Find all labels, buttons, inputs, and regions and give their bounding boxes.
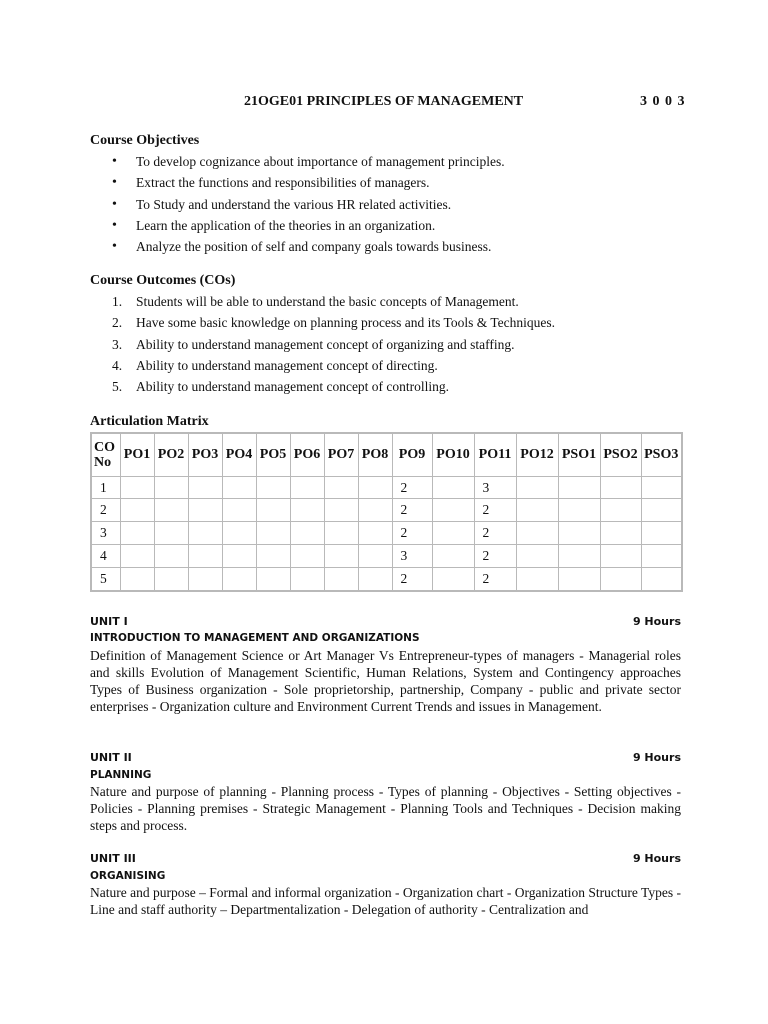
column-header: PO10: [432, 433, 474, 476]
matrix-header-row: [91, 433, 682, 476]
column-header: PO8: [358, 433, 392, 476]
unit-header: [90, 852, 681, 868]
unit-header: [90, 615, 681, 631]
outcomes-heading: Course Outcomes (COs): [90, 273, 236, 288]
po9-value: 2: [392, 476, 432, 499]
unit-hours: 9 Hours: [632, 751, 681, 764]
outcome-text: Students will be able to understand the basic concepts of Management.: [136, 294, 519, 309]
column-header: PSO2: [600, 433, 641, 476]
column-header: PO7: [324, 433, 358, 476]
outcome-number: 1.: [112, 294, 123, 309]
column-header: PO9: [392, 433, 432, 476]
course-credits: 3 0 0 3: [640, 94, 686, 109]
unit-content: Nature and purpose – Formal and informal organization - Organization chart - Organization Structure Types - Line and staff authority – Departmentalization - Delegation of authority - Centralization and: [90, 885, 681, 917]
column-header: PO12: [516, 433, 558, 476]
unit-hours: 9 Hours: [632, 852, 681, 865]
matrix-row: [91, 522, 682, 545]
column-header: PO1: [120, 433, 154, 476]
outcome-item: [90, 376, 555, 397]
unit-content: Definition of Management Science or Art Manager Vs Entrepreneur-types of managers - Managerial roles and skills Evolution of Management Scientific, Human Relations, System and Contingency approaches Types of Business organization - Sole proprietorship, partnership, Company - public and private sector enterprises - Organization culture and Environment Current Trends and issues in Management.: [90, 648, 681, 714]
matrix-row: [91, 568, 682, 591]
column-header: PO3: [188, 433, 222, 476]
outcome-number: 3.: [112, 336, 123, 352]
column-header: PO11: [474, 433, 516, 476]
outcomes-list: [90, 291, 555, 397]
po9-value: 2: [392, 568, 432, 591]
outcome-number: 5.: [112, 379, 123, 395]
outcome-item: [90, 291, 555, 312]
unit-label: UNIT III: [90, 852, 136, 865]
outcome-text: Ability to understand management concept of organizing and staffing.: [136, 336, 515, 352]
po11-value: 2: [474, 522, 516, 545]
outcome-item: [90, 355, 555, 376]
objective-item: • To develop cognizance about importance of management principles.: [90, 151, 505, 172]
course-header: [0, 94, 768, 114]
unit-hours: 9 Hours: [632, 615, 681, 628]
po9-value: 2: [392, 522, 432, 545]
course-title: 21OGE01 PRINCIPLES OF MANAGEMENT: [244, 94, 524, 109]
column-header: PO4: [222, 433, 256, 476]
unit-title: INTRODUCTION TO MANAGEMENT AND ORGANIZATIONS: [90, 632, 420, 644]
matrix-row: [91, 499, 682, 522]
po11-value: 2: [474, 545, 516, 568]
objective-item: • To Study and understand the various HR related activities.: [90, 194, 505, 215]
column-header: PO5: [256, 433, 290, 476]
unit-label: UNIT II: [90, 751, 132, 764]
co-number: 3: [91, 522, 120, 545]
unit-header: [90, 751, 681, 767]
matrix-heading: Articulation Matrix: [90, 414, 209, 429]
unit-content: Nature and purpose of planning - Planning process - Types of planning - Objectives - Setting objectives - Policies - Planning premises - Strategic Management - Planning Tools and Techniques - Decision making steps and process.: [90, 784, 681, 833]
unit-title: ORGANISING: [90, 870, 166, 882]
column-header: PO2: [154, 433, 188, 476]
objective-item: • Extract the functions and responsibilities of managers.: [90, 172, 505, 193]
co-number: 4: [91, 545, 120, 568]
objectives-heading: Course Objectives: [90, 133, 200, 148]
outcome-number: 2.: [112, 315, 123, 331]
po11-value: 2: [474, 568, 516, 591]
matrix-row: [91, 545, 682, 568]
co-number: 1: [91, 476, 120, 499]
co-number: 5: [91, 568, 120, 591]
objective-item: • Analyze the position of self and company goals towards business.: [90, 236, 505, 257]
po9-value: 3: [392, 545, 432, 568]
outcome-number: 4.: [112, 357, 123, 373]
unit-title: PLANNING: [90, 769, 152, 781]
outcome-text: Ability to understand management concept of directing.: [136, 357, 438, 373]
po11-value: 2: [474, 499, 516, 522]
outcome-text: Have some basic knowledge on planning process and its Tools & Techniques.: [136, 315, 556, 331]
outcome-item: [90, 312, 555, 333]
po9-value: 2: [392, 499, 432, 522]
column-header: PSO1: [558, 433, 600, 476]
co-number: 2: [91, 499, 120, 522]
objectives-list: [90, 151, 505, 257]
unit-label: UNIT I: [90, 615, 128, 628]
column-header: PO6: [290, 433, 324, 476]
column-header: PSO3: [641, 433, 682, 476]
matrix-row: [91, 476, 682, 499]
articulation-matrix: [90, 432, 683, 592]
objective-item: • Learn the application of the theories in an organization.: [90, 215, 505, 236]
outcome-item: [90, 334, 555, 355]
co-no-header: CO No: [91, 433, 120, 476]
outcome-text: Ability to understand management concept of controlling.: [136, 379, 450, 395]
po11-value: 3: [474, 476, 516, 499]
